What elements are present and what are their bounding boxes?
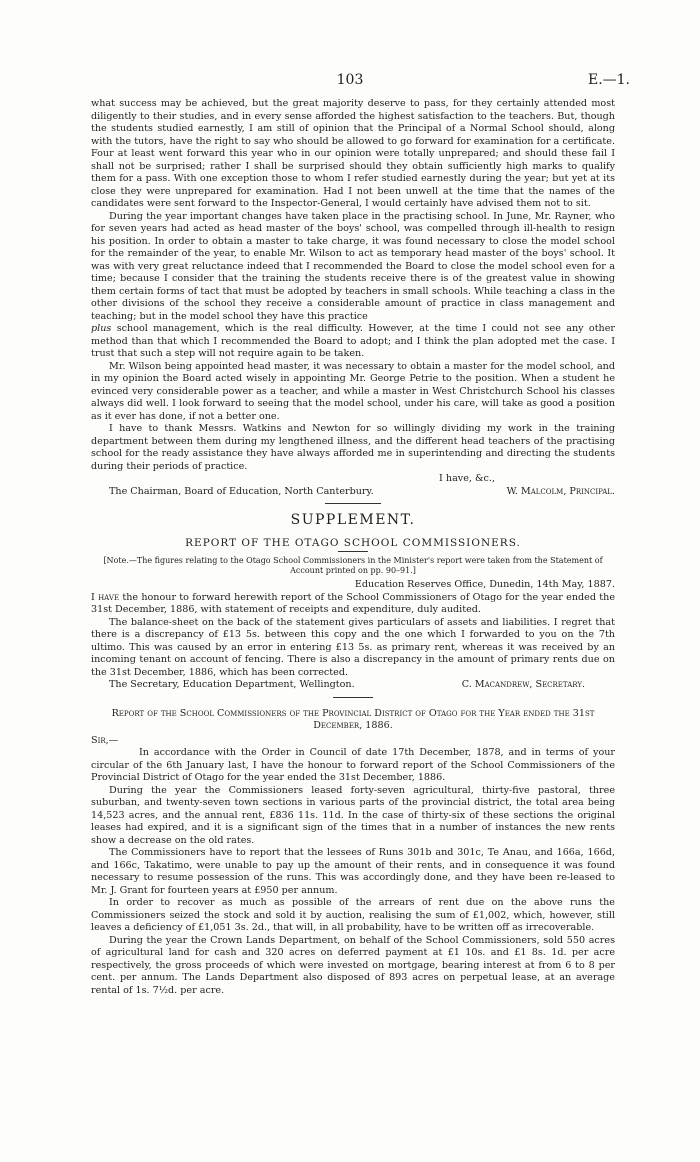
page-body — [91, 98, 615, 997]
divider — [325, 503, 381, 504]
report-title: REPORT OF THE OTAGO SCHOOL COMMISSIONERS. — [185, 536, 521, 549]
report-paragraph: During the year the Commissioners leased forty-seven agricultural, thirty-five pastoral, three suburban, and twenty-seven town sections in various parts of the provincial district, the total area being 14,523 acres, and the annual rent, £836 11s. 11d. In the case of thirty-six of these sections the original leases had expired, and it is a significant sign of the times that in a number of instances the new rents show a decrease on the old rates. — [91, 784, 615, 846]
page-header — [0, 72, 700, 92]
salutation: Sir,— — [91, 734, 119, 746]
paragraph: I have to thank Messrs. Watkins and Newton for so willingly dividing my work in the training department between them during my lengthened illness, and the different head teachers of the practising school for the ready assistance they have always afforded me in superintending and directing the students during their periods of practice. — [91, 423, 615, 472]
paragraph-tail: school management, which is the real difficulty. However, at the time I could not see any other method than that which I recommended the Board to adopt; and I think the plan adopted met the case. I trust that such a step will not require again to be taken. — [91, 323, 615, 359]
report-paragraph: The Commissioners have to report that the lessees of Runs 301b and 301c, Te Anau, and 166a, 166d, and 166c, Takatimo, were unable to pay up the amount of their rents, and in consequence it was found necessary to resume possession of the runs. This was accordingly done, and they have been re-leased to Mr. J. Grant for fourteen years at £950 per annum. — [91, 847, 615, 896]
letter-text: the honour to forward herewith report of the School Commissioners of Otago for the year ended the 31st December, 1886, with statement of receipts and expenditure, duly audited. — [91, 591, 615, 615]
letter-paragraph — [91, 592, 615, 617]
signature: C. Macandrew, Secretary. — [461, 679, 585, 690]
page-number: 103 — [336, 72, 364, 88]
section-id: E.—1. — [587, 72, 630, 88]
paragraph: what success may be achieved, but the great majority deserve to pass, for they certainly attended most diligently to their studies, and in every sense afforded the highest satisfaction to the teachers. But, though the students studied earnestly, I am still of opinion that the Principal of a Normal School should, along with the tutors, have the right to say who should be allowed to go forward for examination for a certificate. Four at least went forward this year who in our opinion were totally unprepared; and should these fail I shall not be surprised; rather I shall be surprised should they obtain sufficiently high marks to qualify them for a pass. With one exception those to whom I refer studied earnestly during the year; but yet at its close they were unprepared for examination. Had I not been unwell at the time that the names of the candidates were sent forward to the Inspector-General, I would certainly have advised them not to sit. — [91, 98, 615, 209]
signature-line — [91, 486, 615, 499]
report-paragraph: During the year the Crown Lands Department, on behalf of the School Commissioners, sold 550 acres of agricultural land for cash and 320 acres on deferred payment at £1 10s. and £1 8s. 1d. per acre respectively, the gross proceeds of which were invested on mortgage, bearing interest at from 6 to 8 per cent. per annum. The Lands Department also disposed of 893 acres on perpetual lease, at an average rental of 1s. 7½d. per acre. — [91, 934, 615, 996]
signature: W. Malcolm, Principal. — [506, 485, 615, 497]
report-paragraph: In accordance with the Order in Council of date 17th December, 1878, and in terms of your circular of the 6th January last, I have the honour to forward report of the School Commissioners of the Provincial District of Otago for the year ended the 31st December, 1886. — [91, 747, 615, 783]
note: [Note.—The figures relating to the Otago School Commissioners in the Minister's report were taken from the Statement of Account printed on pp. 90–91.] — [103, 556, 603, 575]
paragraph: During the year important changes have taken place in the practising school. In June, Mr. Rayner, who for seven years had acted as head master of the boys' school, was compelled through ill-health to resign his position. In order to obtain a master to take charge, it was found necessary to close the model school for the remainder of the year, to enable Mr. Wilson to act as temporary head master of the boys' school. It was with very great reluctance indeed that I recommended the Board to close the model school even for a time; because I consider that the training the students receive there is of the greatest value in showing them certain forms of tact that must be adopted by teachers in small schools. While teaching a class in the other divisions of the school they receive a considerable amount of practice in class management and teaching; but in the model school they have this practice — [91, 210, 615, 322]
first-word: I have — [91, 591, 120, 603]
closing: I have, &c., — [439, 473, 495, 484]
addressee: The Chairman, Board of Education, North Canterbury. — [109, 485, 374, 497]
divider — [338, 551, 368, 552]
divider — [333, 697, 373, 698]
supplement-title: SUPPLEMENT. — [290, 512, 416, 528]
signature-line — [91, 679, 615, 692]
paragraph-continued — [91, 323, 615, 361]
report-paragraph: In order to recover as much as possible of the arrears of rent due on the above runs the Commissioners seized the stock and sold it by auction, realising the sum of £1,002, which, however, still leaves a deficiency of £1,051 3s. 2d., that will, in all probability, have to be written off as irrecoverable. — [91, 897, 615, 933]
paragraph: Mr. Wilson being appointed head master, it was necessary to obtain a master for the model school, and in my opinion the Board acted wisely in appointing Mr. George Petrie to the position. When a student he evinced very considerable power as a teacher, and while a master in West Christchurch School his classes always did well. I look forward to seeing that the model school, under his care, will take as good a position as it ever has done, if not a better one. — [91, 360, 615, 422]
place-date: Education Reserves Office, Dunedin, 14th May, 1887. — [354, 579, 615, 590]
letter-paragraph: The balance-sheet on the back of the statement gives particulars of assets and liabilities. I regret that there is a discrepancy of £13 5s. between this copy and the one which I forwarded to you on the 7th ultimo. This was caused by an error in entering £13 5s. as primary rent, whereas it was received by an incoming tenant on account of fencing. There is also a discrepancy in the amount of primary rents due on the 31st December, 1886, which has been corrected. — [91, 616, 615, 678]
report-subtitle: Report of the School Commissioners of the Provincial District of Otago for the Year ended the 31st December, 1886. — [111, 707, 595, 731]
plus-word: plus — [91, 323, 112, 334]
addressee: The Secretary, Education Department, Wellington. — [109, 679, 355, 690]
